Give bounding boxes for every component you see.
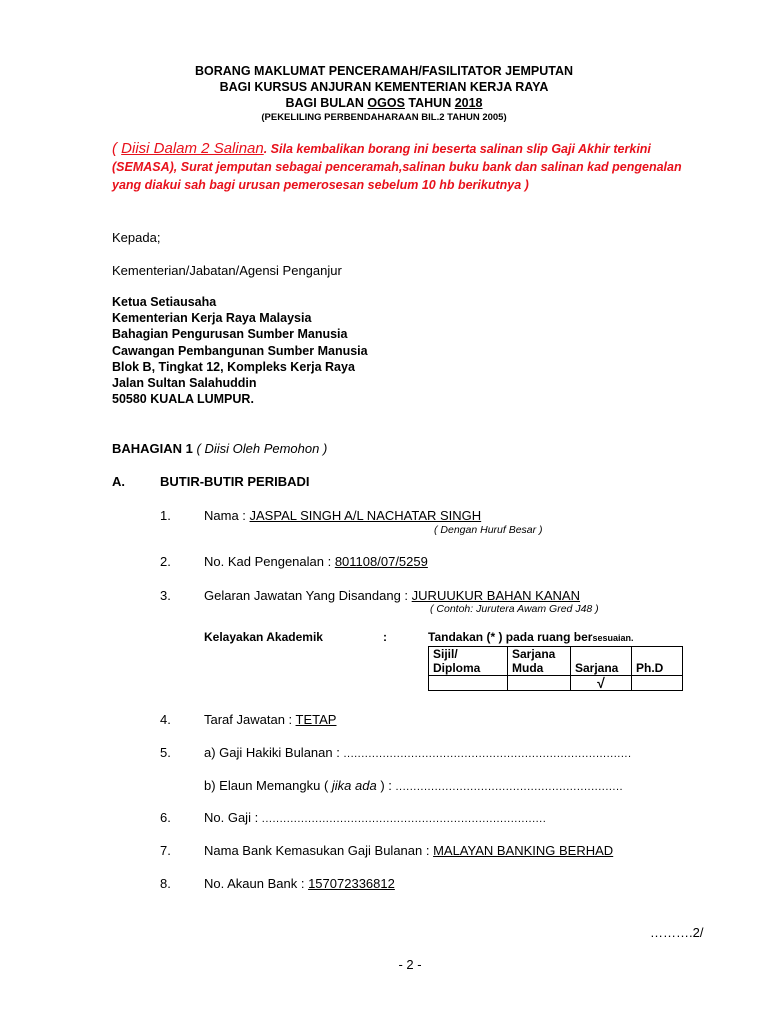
qualification-label: Kelayakan Akademik [204,630,323,644]
field-number: 4. [160,712,171,727]
salary-number-field[interactable] [204,810,546,825]
status-value: TETAP [295,712,337,727]
field-number: 3. [160,588,171,603]
address-line: Cawangan Pembangunan Sumber Manusia [112,344,368,358]
circular-reference: (PEKELILING PERBENDAHARAAN BIL.2 TAHUN 2005) [261,112,507,123]
allowance-blank: ................................................................ [395,781,624,793]
address-line: Blok B, Tingkat 12, Kompleks Kerja Raya [112,360,355,374]
name-label: Nama : [204,508,250,523]
instruction-suffix: sesuaian. [592,633,634,643]
position-field[interactable] [204,588,580,603]
salary-number-label: No. Gaji : [204,810,262,825]
acting-allowance-field[interactable] [204,778,623,793]
salary-number-blank: ................................................................................ [261,813,547,825]
status-label: Taraf Jawatan : [204,712,296,727]
agency-label: Kementerian/Jabatan/Agensi Penganjur [112,263,342,278]
month-prefix: BAGI BULAN [285,96,368,110]
position-value: JURUUKUR BAHAN KANAN [411,588,580,603]
instruction-main: Tandakan (* ) pada ruang ber [428,630,593,644]
address-line: Bahagian Pengurusan Sumber Manusia [112,327,348,341]
table-row [429,676,683,691]
allowance-label: b) Elaun Memangku ( [204,778,332,793]
header-sijil-diploma: Sijil/ Diploma [429,647,508,676]
position-hint: ( Contoh: Jurutera Awam Gred J48 ) [430,603,599,615]
bank-account-field[interactable] [204,876,395,891]
salary-blank: ................................................................................. [343,748,632,760]
bank-name-label: Nama Bank Kemasukan Gaji Bulanan : [204,843,434,858]
cell-sarjana-muda[interactable] [508,676,571,691]
section-note: ( Diisi Oleh Pemohon ) [192,441,328,456]
cell-phd[interactable] [632,676,683,691]
part-a-letter: A. [112,474,125,489]
cell-sarjana[interactable]: √ [571,676,632,691]
field-number: 2. [160,554,171,569]
field-number: 6. [160,810,171,825]
name-field[interactable] [204,508,481,523]
cell-sijil-diploma[interactable] [429,676,508,691]
qualification-table [428,646,683,691]
table-header-row [429,647,683,676]
address-line: Kementerian Kerja Raya Malaysia [112,311,312,325]
section-title: BAHAGIAN 1 [112,441,193,456]
allowance-colon: ) : [376,778,396,793]
notice-open: ( [112,140,122,157]
continued-marker: ……….2/ [650,925,704,940]
header-sarjana-muda: Sarjana Muda [508,647,571,676]
notice-body: . Sila kembalikan borang ini beserta salinan slip Gaji Akhir terkini (SEMASA), Surat jemputan sebagai penceramah,salinan buku bank dan salinan kad pengenalan yang diakui sah bagi urusan pemerosesan sebelum 10 hb berikutnya ) [112,142,682,192]
qualification-instruction [428,630,634,644]
year-prefix: TAHUN [404,96,455,110]
page-number: - 2 - [398,957,422,972]
account-label: No. Akaun Bank : [204,876,309,891]
form-title: BORANG MAKLUMAT PENCERAMAH/FASILITATOR JEMPUTAN [195,64,573,78]
basic-salary-field[interactable] [204,745,632,760]
part-a-title: BUTIR-BUTIR PERIBADI [160,474,310,489]
month-value: OGOS [367,96,405,110]
salary-label: a) Gaji Hakiki Bulanan : [204,745,344,760]
section-heading [112,441,327,456]
account-value: 157072336812 [308,876,395,891]
form-month-year [0,96,768,110]
submission-notice [112,140,712,194]
ic-value: 801108/07/5259 [334,554,428,569]
field-number: 8. [160,876,171,891]
field-number: 5. [160,745,171,760]
address-line: Jalan Sultan Salahuddin [112,376,257,390]
ic-number-field[interactable] [204,554,428,569]
form-subtitle-course: BAGI KURSUS ANJURAN KEMENTERIAN KERJA RAYA [219,80,549,94]
name-value: JASPAL SINGH A/L NACHATAR SINGH [249,508,482,523]
qualification-colon: : [383,630,387,644]
employment-status-field[interactable] [204,712,336,727]
header-phd: Ph.D [632,647,683,676]
address-line: Ketua Setiausaha [112,295,217,309]
field-number: 1. [160,508,171,523]
field-number: 7. [160,843,171,858]
ic-label: No. Kad Pengenalan : [204,554,335,569]
name-hint: ( Dengan Huruf Besar ) [434,524,543,536]
position-label: Gelaran Jawatan Yang Disandang : [204,588,412,603]
allowance-note: jika ada [331,778,377,793]
notice-copies: Diisi Dalam 2 Salinan [121,140,264,157]
bank-name-value: MALAYAN BANKING BERHAD [433,843,614,858]
kepada-label: Kepada; [112,230,161,245]
year-value: 2018 [454,96,483,110]
address-line: 50580 KUALA LUMPUR. [112,392,254,406]
bank-name-field[interactable] [204,843,613,858]
header-sarjana: Sarjana [571,647,632,676]
